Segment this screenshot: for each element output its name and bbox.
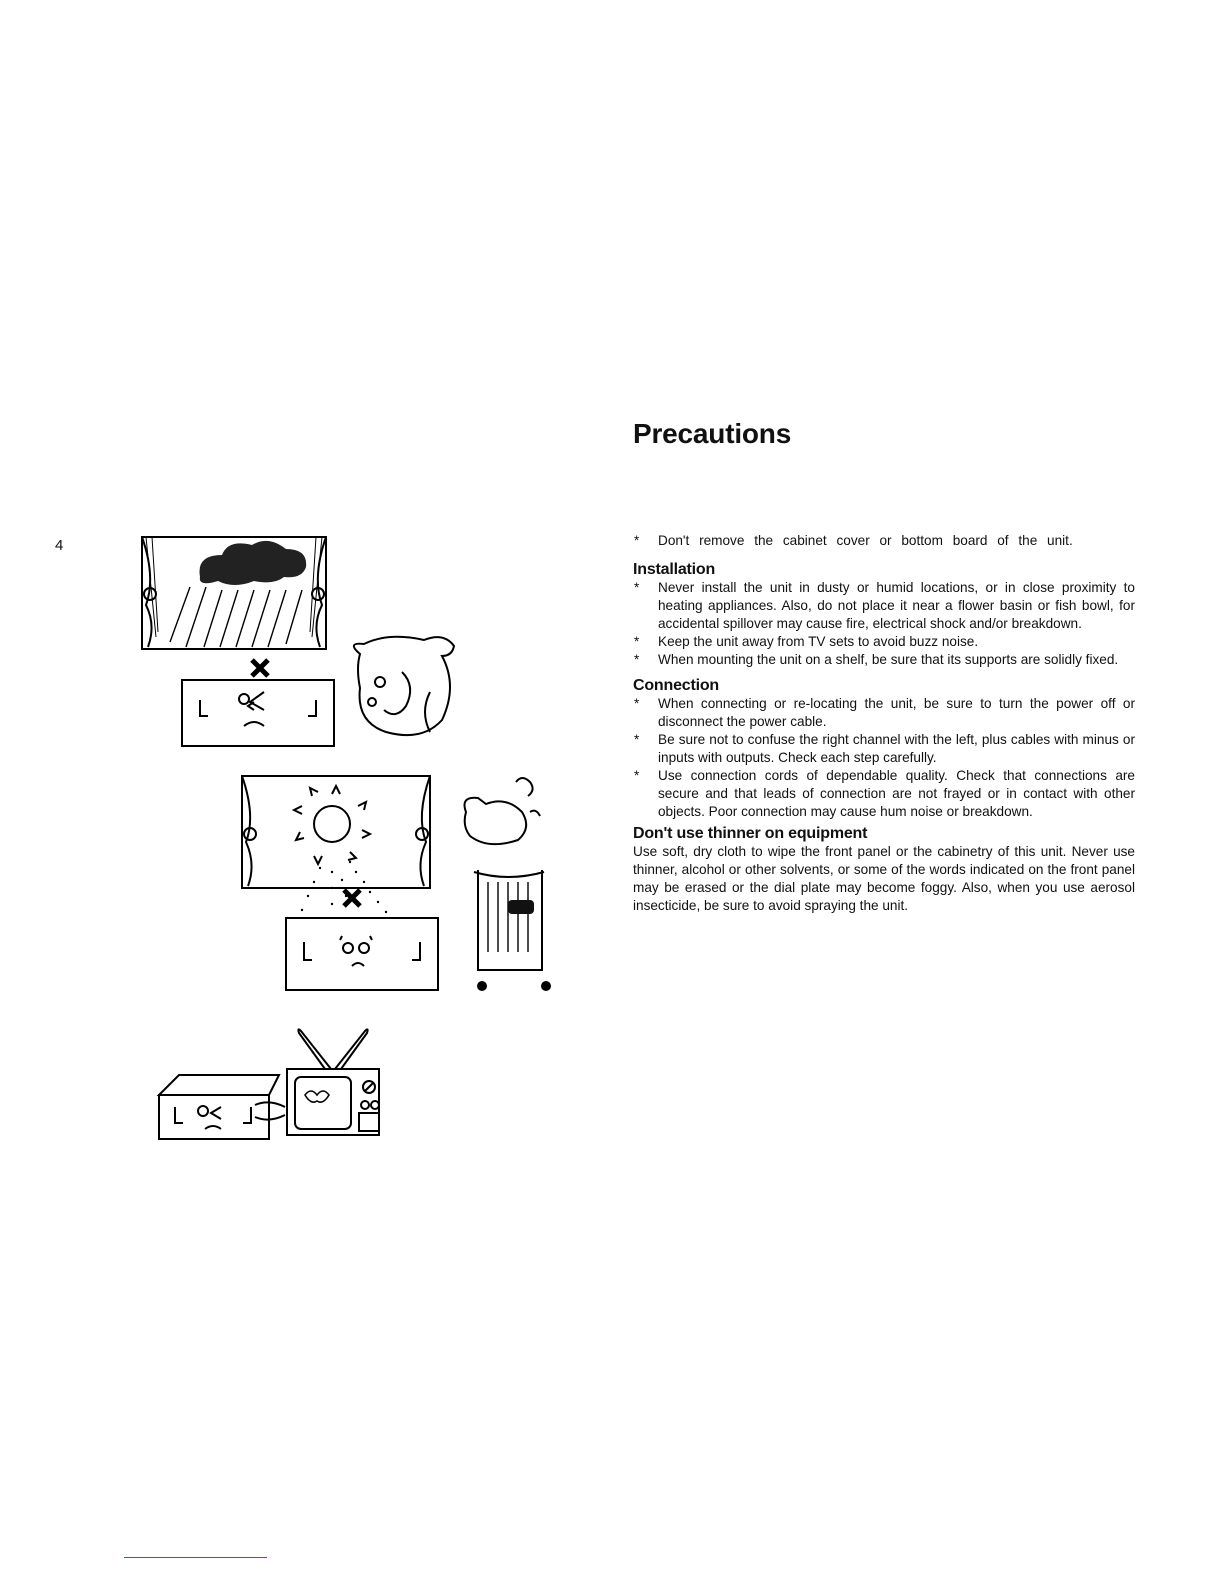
thinner-section [633,824,1135,915]
list-item [633,579,1135,633]
intro-bullet [633,532,1135,550]
rain-window-illustration [140,532,470,752]
bullet-marker: * [634,696,640,711]
bullet-text: Use connection cords of dependable quality. Check that connections are secure and that leads of connection are not frayed or in contact with other objects. Poor connection may cause hum noise or breakdown. [658,768,1135,819]
bullet-text: When connecting or re-locating the unit, be sure to turn the power off or disconnect the power cable. [658,696,1135,729]
thinner-paragraph: Use soft, dry cloth to wipe the front panel or the cabinetry of this unit. Never use thinner, alcohol or other solvents, or some of the words indicated on the front panel may be erased or the dial plate may become foggy. Also, when you use aerosol insecticide, be sure to avoid spraying the unit. [633,844,1135,913]
footer-rule [124,1557,267,1558]
bullet-text: Don't remove the cabinet cover or bottom board of the unit. [658,533,1073,548]
list-item [633,731,1135,767]
page-number: 4 [55,537,64,554]
installation-section [633,560,1135,669]
bullet-marker: * [634,652,640,667]
sun-window-illustration [240,772,570,1002]
bullet-text: Keep the unit away from TV sets to avoid buzz noise. [658,634,979,649]
bullet-marker: * [634,634,640,649]
list-item [633,767,1135,821]
bullet-marker: * [634,768,640,783]
list-item [633,695,1135,731]
section-heading: Connection [633,677,719,694]
page-title: Precautions [633,418,792,449]
bullet-marker: * [634,533,640,548]
section-heading: Don't use thinner on equipment [633,825,868,842]
bullet-marker: * [634,732,640,747]
tv-buzz-illustration [155,1025,385,1145]
bullet-text: Be sure not to confuse the right channel with the left, plus cables with minus or inputs with outputs. Check each step carefully. [658,732,1135,765]
bullet-marker: * [634,580,640,595]
connection-section [633,676,1135,821]
precautions-content [633,532,1135,922]
list-item [633,651,1135,669]
section-heading: Installation [633,561,716,578]
bullet-text: Never install the unit in dusty or humid locations, or in close proximity to heating appliances. Also, do not place it near a flower basin or fish bowl, for accidental spillover may cause fire, electrical shock and/or breakdown. [658,580,1135,631]
list-item [633,633,1135,651]
bullet-text: When mounting the unit on a shelf, be sure that its supports are solidly fixed. [658,652,1119,667]
